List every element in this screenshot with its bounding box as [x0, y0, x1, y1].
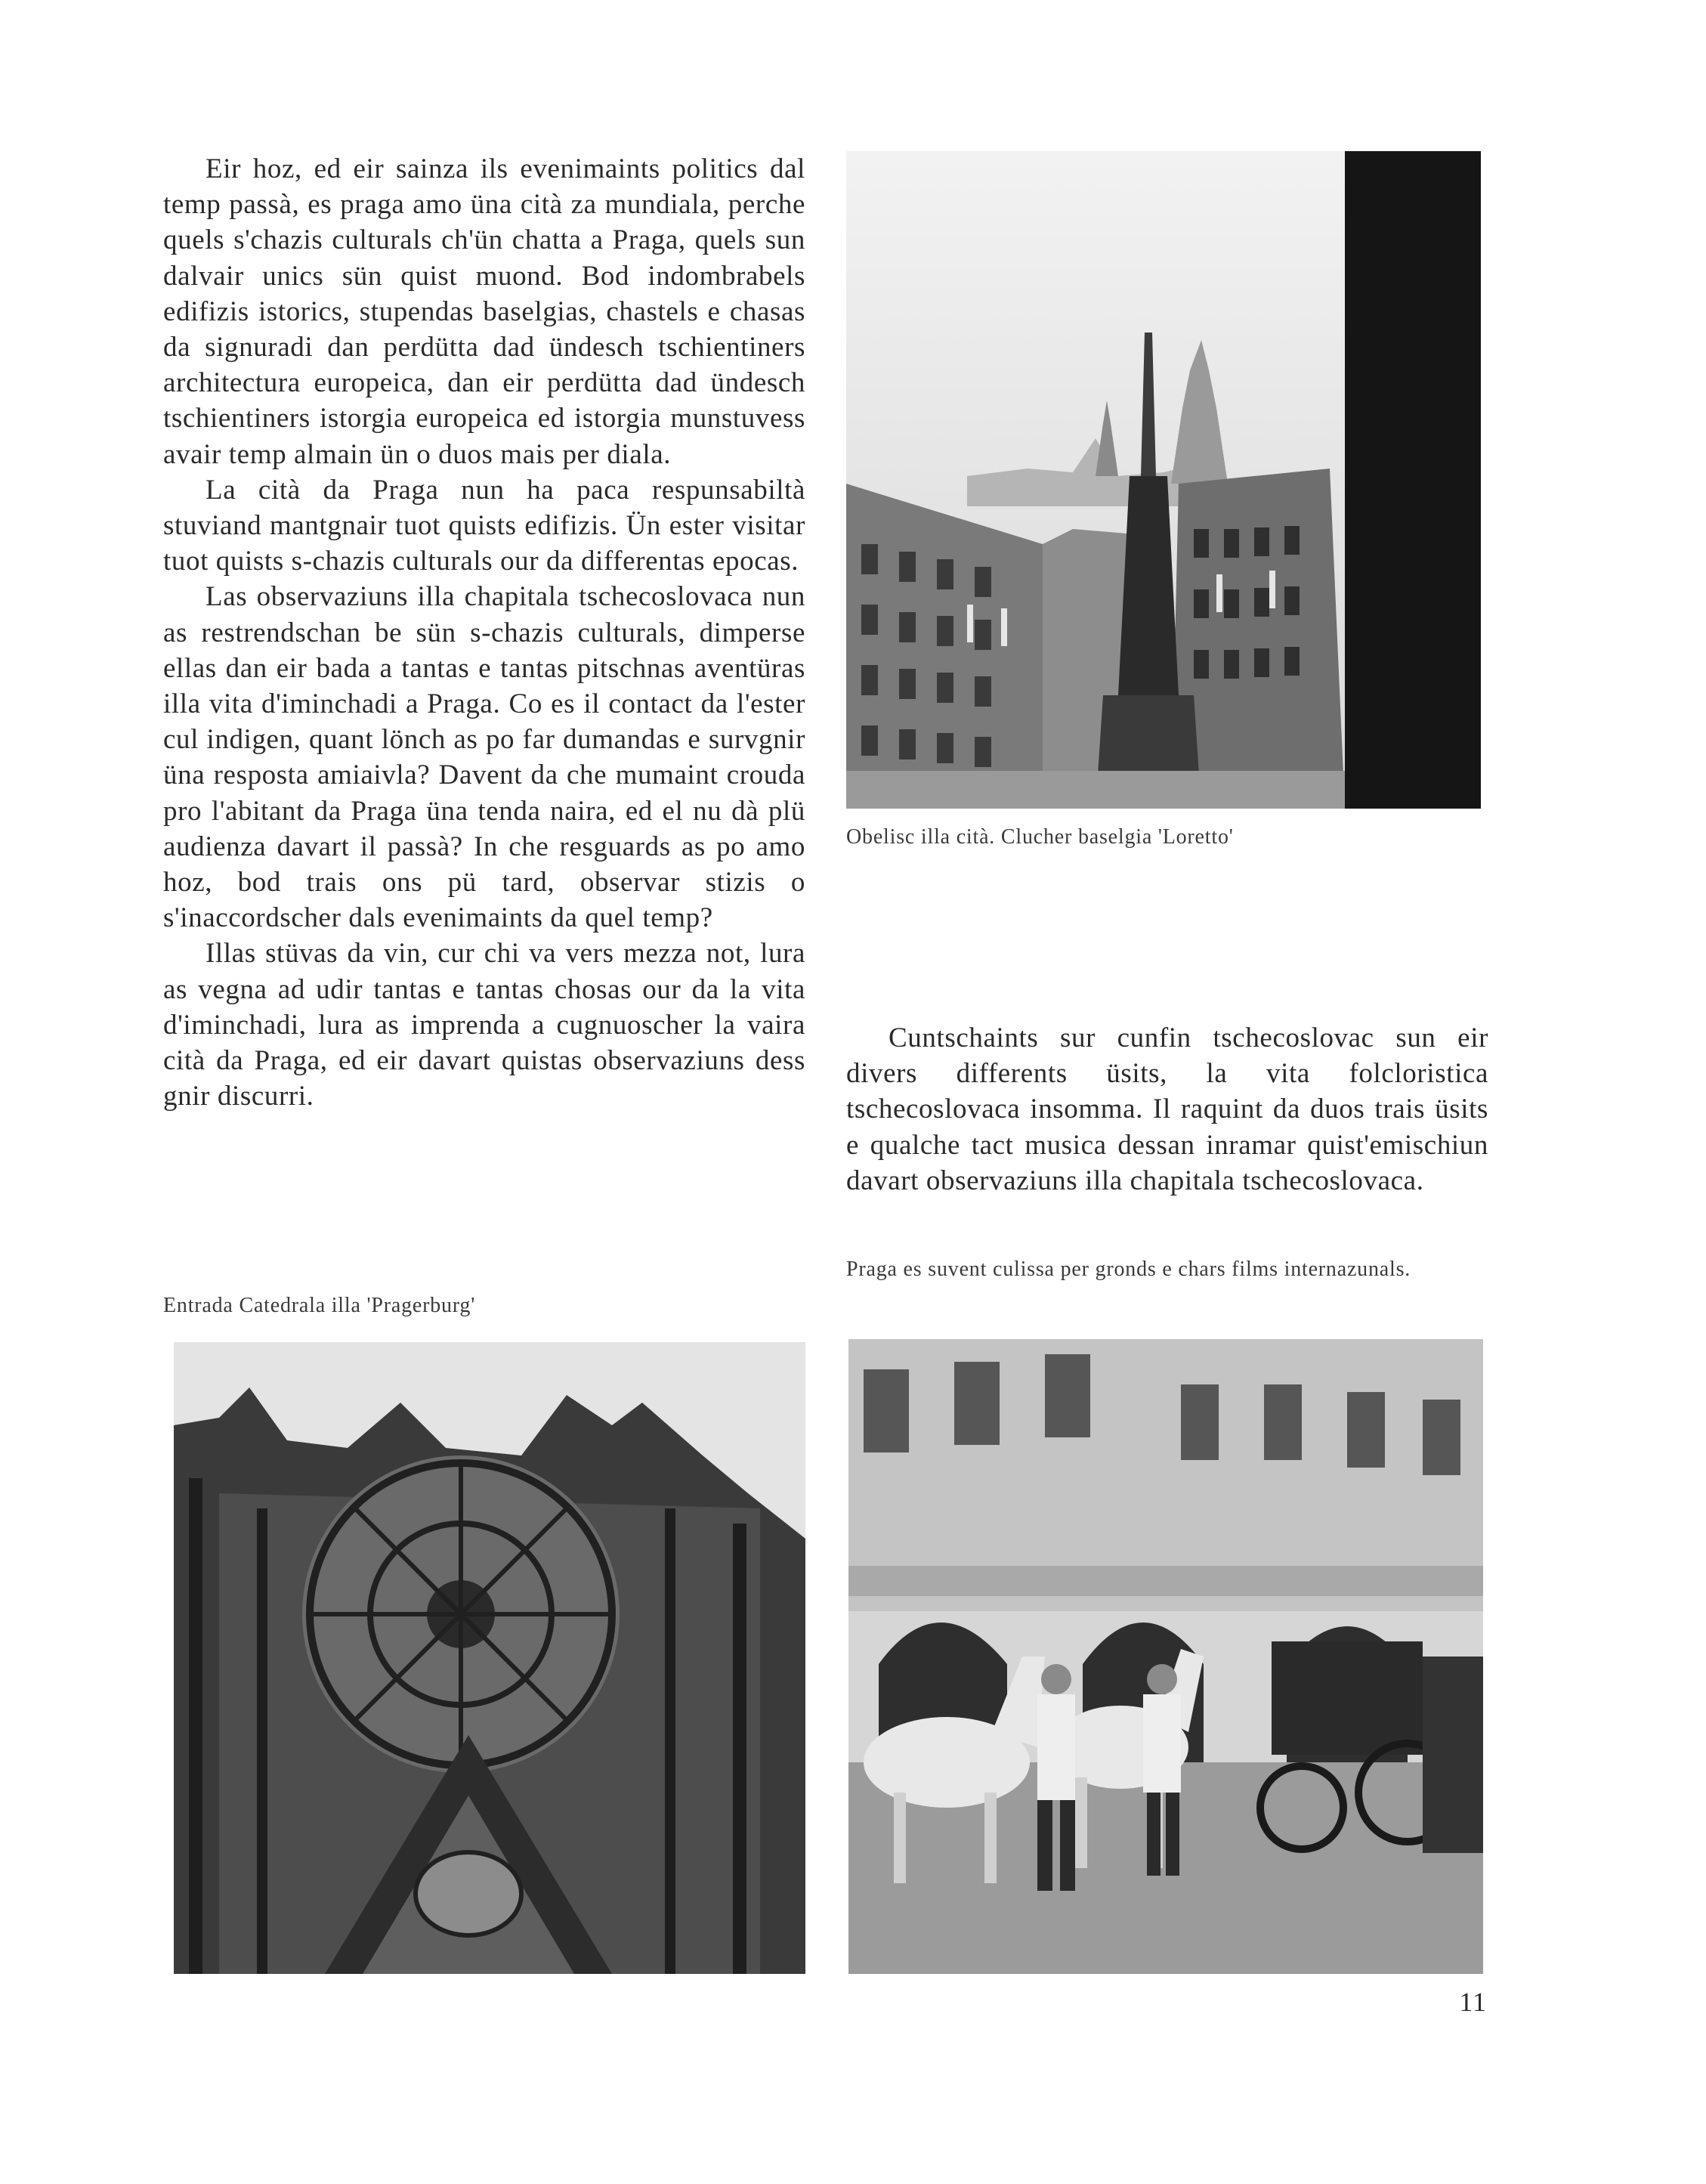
- obelisk-photo: [846, 151, 1481, 809]
- paragraph-right: Cuntschaints sur cunfin tschecoslovac sun eir divers differents üsits, la vita folcloristica tschecoslovaca insomma. Il raquint da duos trais üsits e qualche tact musica dessan inramar quist'emischiun davart observaziuns illa chapitala tschecoslovaca.: [846, 1022, 1488, 1196]
- paragraph-4: Illas stüvas da vin, cur chi va vers mezza not, lura as vegna ad udir tantas e tantas chosas our da la vita d'iminchadi, lura as imprenda a cugnuoscher la vaira cità da Praga, ed eir davart quistas observaziuns dess gnir discurri.: [163, 938, 805, 1112]
- secondary-article-text: [846, 1020, 1488, 1199]
- caption-cathedral-photo: Entrada Catedrala illa 'Pragerburg': [163, 1294, 476, 1317]
- caption-obelisk-photo: Obelisc illa cità. Clucher baselgia 'Loretto': [846, 825, 1234, 849]
- paragraph-3: Las observaziuns illa chapitala tschecoslovaca nun as restrendschan be sün s-chazis culturals, dimperse ellas dan eir bada a tantas e tantas pitschnas aventüras illa vita d'iminchadi a Praga. Co es il contact da l'ester cul indigen, quant lönch as po far dumandas e survgnir üna resposta amiaivla? Davent da che mumaint crouda pro l'abitant da Praga üna tenda naira, ed el nu dà plü audienza davart il passà? In che resguards as po amo hoz, bod trais ons pü tard, observar stizis o s'inaccordscher dals evenimaints da quel temp?: [163, 581, 805, 934]
- carriage-photo: [848, 1339, 1483, 1974]
- page-number: 11: [1459, 1987, 1487, 2017]
- cathedral-photo: [174, 1342, 805, 1974]
- caption-carriage-photo: Praga es suvent culissa per gronds e chars films internazunals.: [846, 1258, 1411, 1281]
- paragraph-1: Eir hoz, ed eir sainza ils evenimaints politics dal temp passà, es praga amo üna cità za mundiala, perche quels s'chazis culturals ch'ün chatta a Praga, quels sun dalvair unics sün quist muond. Bod indombrabels edifizis istorics, stupendas baselgias, chastels e chasas da signuradi dan perdütta dad ündesch tschientiners architectura europeica, dan eir perdütta dad ündesch tschientiners istorgia europeica ed istorgia munstuvess avair temp almain ün o duos mais per diala.: [163, 153, 805, 470]
- main-article-text: [163, 151, 805, 1114]
- paragraph-2: La cità da Praga nun ha paca respunsabiltà stuviand mantgnair tuot quists edifizis. Ün ester visitar tuot quists s-chazis culturals our da differentas epocas.: [163, 474, 805, 577]
